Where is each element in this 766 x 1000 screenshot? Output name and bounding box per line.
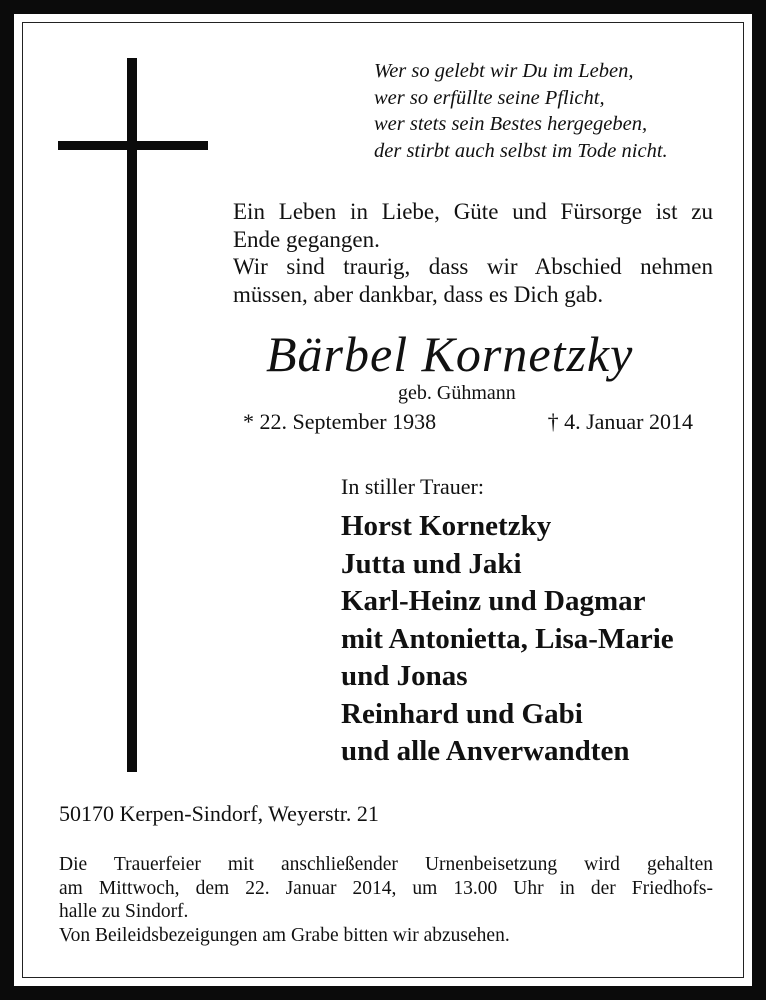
notice-line: halle zu Sindorf.	[59, 901, 189, 922]
mourning-label: In stiller Trauer:	[341, 474, 484, 499]
notice-line: am Mittwoch, dem 22. Januar 2014, um 13.00 Uhr in der Friedhofs-	[59, 877, 713, 899]
funeral-notice	[59, 853, 713, 947]
life-dates	[243, 409, 693, 435]
poem-line: wer so erfüllte seine Pflicht,	[374, 86, 605, 109]
mourner-line: Karl-Heinz und Dagmar	[341, 585, 646, 617]
intro-line: müssen, aber dankbar, dass es Dich gab.	[233, 281, 604, 307]
intro-line: Wir sind traurig, dass wir Abschied nehmen	[233, 254, 713, 279]
mourner-line: mit Antonietta, Lisa-Marie	[341, 622, 674, 655]
cross-icon-horizontal-bar	[58, 141, 208, 150]
intro-text	[233, 198, 713, 308]
poem-line: Wer so gelebt wir Du im Leben,	[374, 60, 634, 82]
death-date: † 4. Januar 2014	[547, 409, 693, 434]
mourners-list	[341, 508, 721, 771]
notice-line: Die Trauerfeier mit anschließender Urnenbeisetzung wird gehalten	[59, 854, 713, 875]
poem-line: wer stets sein Bestes hergegeben,	[374, 113, 648, 135]
mourner-line: Jutta und Jaki	[341, 547, 522, 580]
poem	[374, 58, 734, 164]
deceased-name: Bärbel Kornetzky	[266, 326, 634, 382]
born-name: geb. Gühmann	[398, 382, 516, 404]
poem-line: der stirbt auch selbst im Tode nicht.	[374, 139, 668, 162]
intro-line: Ein Leben in Liebe, Güte und Fürsorge ist zu	[233, 199, 713, 224]
mourner-line: Horst Kornetzky	[341, 510, 552, 542]
address: 50170 Kerpen-Sindorf, Weyerstr. 21	[59, 801, 379, 826]
birth-date: * 22. September 1938	[243, 409, 437, 434]
mourner-line: und Jonas	[341, 660, 468, 692]
cross-icon-vertical-bar	[127, 58, 137, 772]
notice-line: Von Beileidsbezeigungen am Grabe bitten wir abzusehen.	[59, 924, 510, 946]
mourner-line: Reinhard und Gabi	[341, 697, 583, 730]
intro-line: Ende gegangen.	[233, 226, 380, 252]
mourner-line: und alle Anverwandten	[341, 735, 630, 767]
